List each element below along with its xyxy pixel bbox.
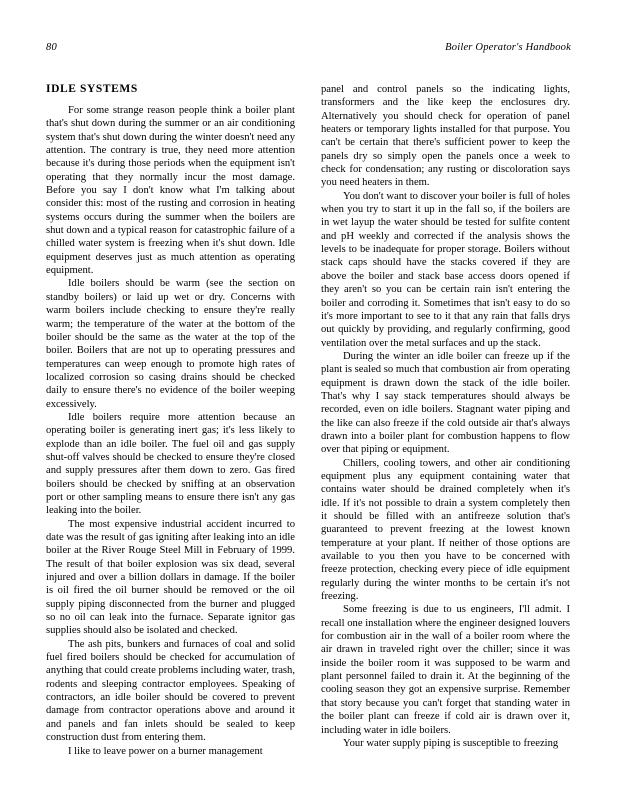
paragraph: Chillers, cooling towers, and other air conditioning equipment plus any equipment containing water that contains water should be drained completely when it's idle. If it's not possible to drain a system completely then it should be filled with an antifreeze solution that's guaranteed to prevent freezing at the lowest known temperature at your plant. If neither of those options are available to you then you have to be concerned with freeze protection, checking every piece of idle equipment regularly during the winter months to be certain it's not freezing. xyxy=(321,457,570,603)
paragraph: You don't want to discover your boiler is full of holes when you try to start it up in the fall so, if the boilers are in wet layup the water should be tested for sulfite content and pH weekly and corrected if the analysis shows the levels to be inadequate for proper storage. Boilers without stack caps should have the stacks covered if they are above the boiler and stack base access doors opened if they aren't so you can be certain rain isn't entering the boiler and corroding it. Sometimes that isn't easy to do so it's more important to see to it that any rain that falls drys out quickly by providing, and regularly confirming, good ventilation over the metal surfaces and up the stack. xyxy=(321,190,570,349)
book-title: Boiler Operator's Handbook xyxy=(445,42,571,53)
paragraph: Idle boilers should be warm (see the section on standby boilers) or laid up wet or dry. Concerns with warm boilers include checking to ensure they're really warm; the temperature of the water at the bottom of the boiler should be the same as the water at the top of the boiler. Boilers that are not up to operating pressures and temperatures can weep enough to promote high rates of localized corrosion so casing drains should be checked daily to ensure there's no evidence of the boiler weeping excessively. xyxy=(46,278,295,410)
section-heading: IDLE SYSTEMS xyxy=(46,83,138,95)
paragraph: During the winter an idle boiler can freeze up if the plant is sealed so much that combustion air from operating equipment is drawn down the stack of the idle boiler. That's why I say stack temperatures should always be recorded, even on idle boilers. Stagnant water piping and the like can also freeze if the cold outside air that's always drawn into a boiler plant for combustion happens to flow over that piping or equipment. xyxy=(321,350,570,456)
left-column xyxy=(46,83,295,758)
page-header xyxy=(46,42,571,53)
paragraph: Idle boilers require more attention because an operating boiler is generating inert gas; it's less likely to explode than an idle boiler. The fuel oil and gas supply shut-off valves should be checked to ensure they're closed and supply pressures after them down to zero. Gas fired boilers should be checked by sniffing at an observation port or other sampling means to ensure there isn't any gas leaking into the boiler. xyxy=(46,411,295,517)
page-number: 80 xyxy=(46,42,57,53)
paragraph-continued: panel and control panels so the indicating lights, transformers and the like keep the enclosures dry. Alternatively you should check for operation of panel heaters or temporary lights installed for that purpose. You can't be certain that there's sufficient power to keep the panels dry so simply open the panels once a week to check for condensation; any rusting or discoloration says you need heaters in them. xyxy=(321,84,570,189)
paragraph: The ash pits, bunkers and furnaces of coal and solid fuel fired boilers should be checked for accumulation of anything that could create problems including water, trash, rodents and sleeping contractor employees. Speaking of contractors, an idle boiler should be covered to prevent damage from contractor operations above and around it and panels and fan inlets should be sealed to keep construction dust from entering them. xyxy=(46,638,295,744)
paragraph: The most expensive industrial accident incurred to date was the result of gas igniting after leaking into an idle boiler at the River Rouge Steel Mill in February of 1999. The result of that boiler explosion was six dead, several injured and over a billion dollars in damage. If the boiler is oil fired the oil burner should be removed or the oil supply piping disconnected from the burner and plugged so no oil can leak into the furnace. Separate ignitor gas supplies should also be isolated and checked. xyxy=(46,518,295,637)
paragraph: For some strange reason people think a boiler plant that's shut down during the summer or an air conditioning system that's shut down during the winter doesn't need any attention. The contrary is true, they need more attention because it's during those periods when the equipment isn't operating that they normally incur the most damage. Before you say I don't know what I'm talking about consider this: most of the rusting and corrosion in heating systems occurs during the summer when the boilers are shut down and a typical reason for catastrophic failure of a chilled water system is freezing when it's shut down. Idle equipment deserves just as much attention as operating equipment. xyxy=(46,105,295,277)
paragraph: Some freezing is due to us engineers, I'll admit. I recall one installation where the engineer designed louvers for combustion air in the wall of a boiler room where the air drawn in traveled right over the chiller; since it was inside the boiler room it was supposed to be warm and plant personnel failed to drain it. At the beginning of the cooling season they got an expensive surprise. Remember that story because you can't forget that standing water in the boiler plant can freeze if cold air is drawn over it, including water in idle boilers. xyxy=(321,604,570,736)
right-column xyxy=(321,83,570,750)
two-column-body xyxy=(46,83,571,758)
paragraph: Your water supply piping is susceptible to freezing xyxy=(343,737,559,749)
paragraph: I like to leave power on a burner management xyxy=(68,745,263,757)
